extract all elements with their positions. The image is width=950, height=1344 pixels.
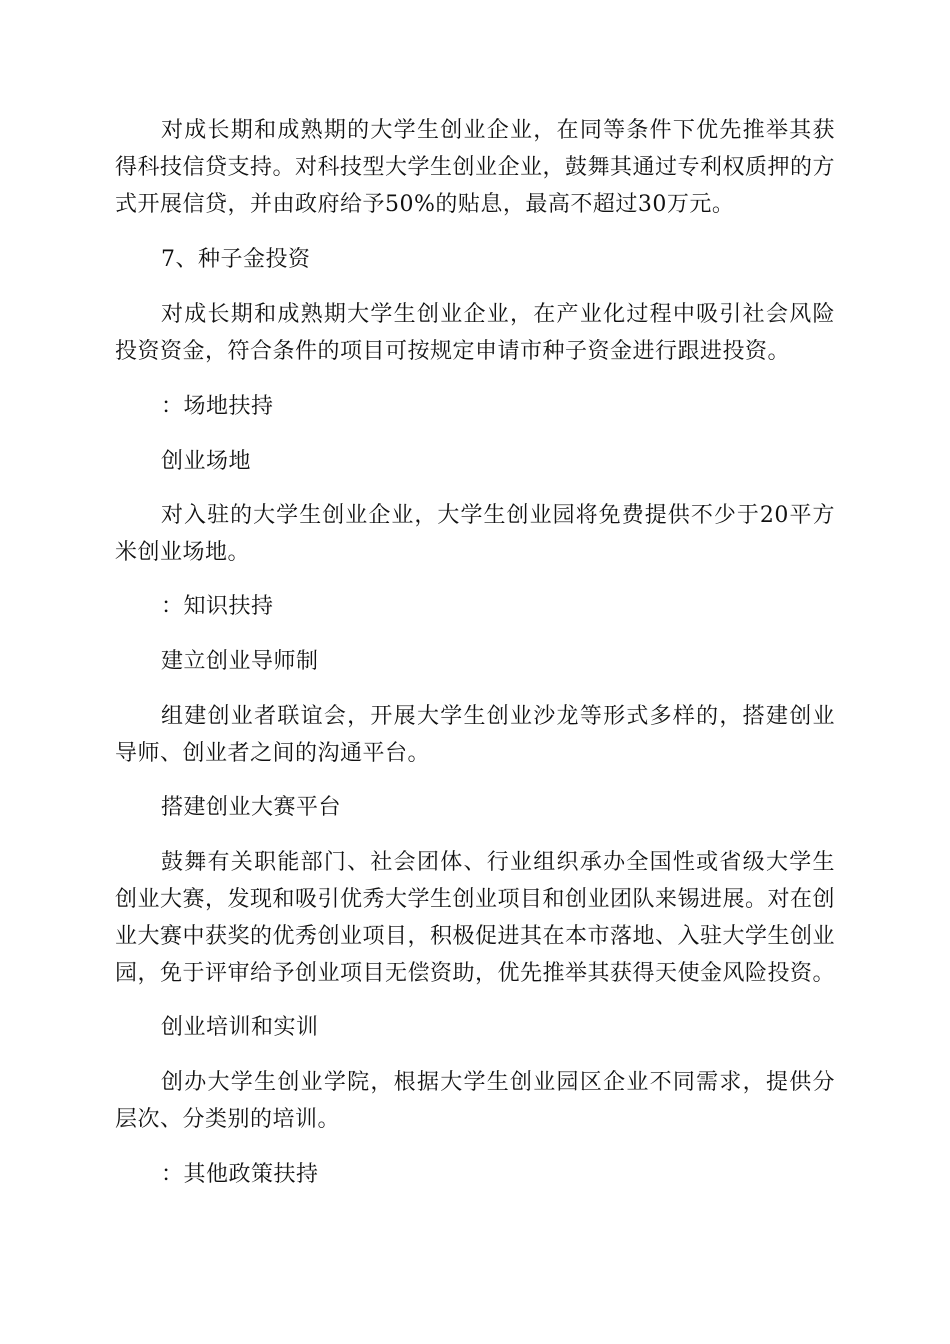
paragraph-training: 创办大学生创业学院，根据大学生创业园区企业不同需求，提供分层次、分类别的培训。 bbox=[115, 1070, 835, 1132]
heading-mentor-system: 建立创业导师制 bbox=[161, 649, 319, 674]
paragraph-competition-platform: 鼓舞有关职能部门、社会团体、行业组织承办全国性或省级大学生创业大赛，发现和吸引优秀大学生创业项目和创业团队来锡进展。对在创业大赛中获奖的优秀创业项目，积极促进其在本市落地、入驻大学生创业园，免于评审给予创业项目无偿资助，优先推举其获得天使金风险投资。 bbox=[115, 850, 836, 986]
heading-site-support: ：场地扶持 bbox=[161, 394, 274, 419]
heading-seed-fund: 7、种子金投资 bbox=[161, 247, 311, 272]
heading-training: 创业培训和实训 bbox=[161, 1015, 319, 1040]
heading-competition-platform: 搭建创业大赛平台 bbox=[161, 795, 342, 820]
heading-knowledge-support: ：知识扶持 bbox=[161, 594, 274, 619]
paragraph-startup-site: 对入驻的大学生创业企业，大学生创业园将免费提供不少于20平方米创业场地。 bbox=[115, 503, 835, 565]
paragraph-mentor-system: 组建创业者联谊会，开展大学生创业沙龙等形式多样的，搭建创业导师、创业者之间的沟通平台。 bbox=[115, 704, 835, 766]
heading-other-policy: ：其他政策扶持 bbox=[161, 1162, 319, 1187]
paragraph-tech-credit: 对成长期和成熟期的大学生创业企业，在同等条件下优先推举其获得科技信贷支持。对科技型大学生创业企业，鼓舞其通过专利权质押的方式开展信贷，并由政府给予50%的贴息，最高不超过30万元。 bbox=[115, 118, 836, 217]
heading-startup-site: 创业场地 bbox=[161, 449, 252, 474]
paragraph-seed-fund: 对成长期和成熟期大学生创业企业，在产业化过程中吸引社会风险投资资金，符合条件的项目可按规定申请市种子资金进行跟进投资。 bbox=[115, 302, 835, 364]
